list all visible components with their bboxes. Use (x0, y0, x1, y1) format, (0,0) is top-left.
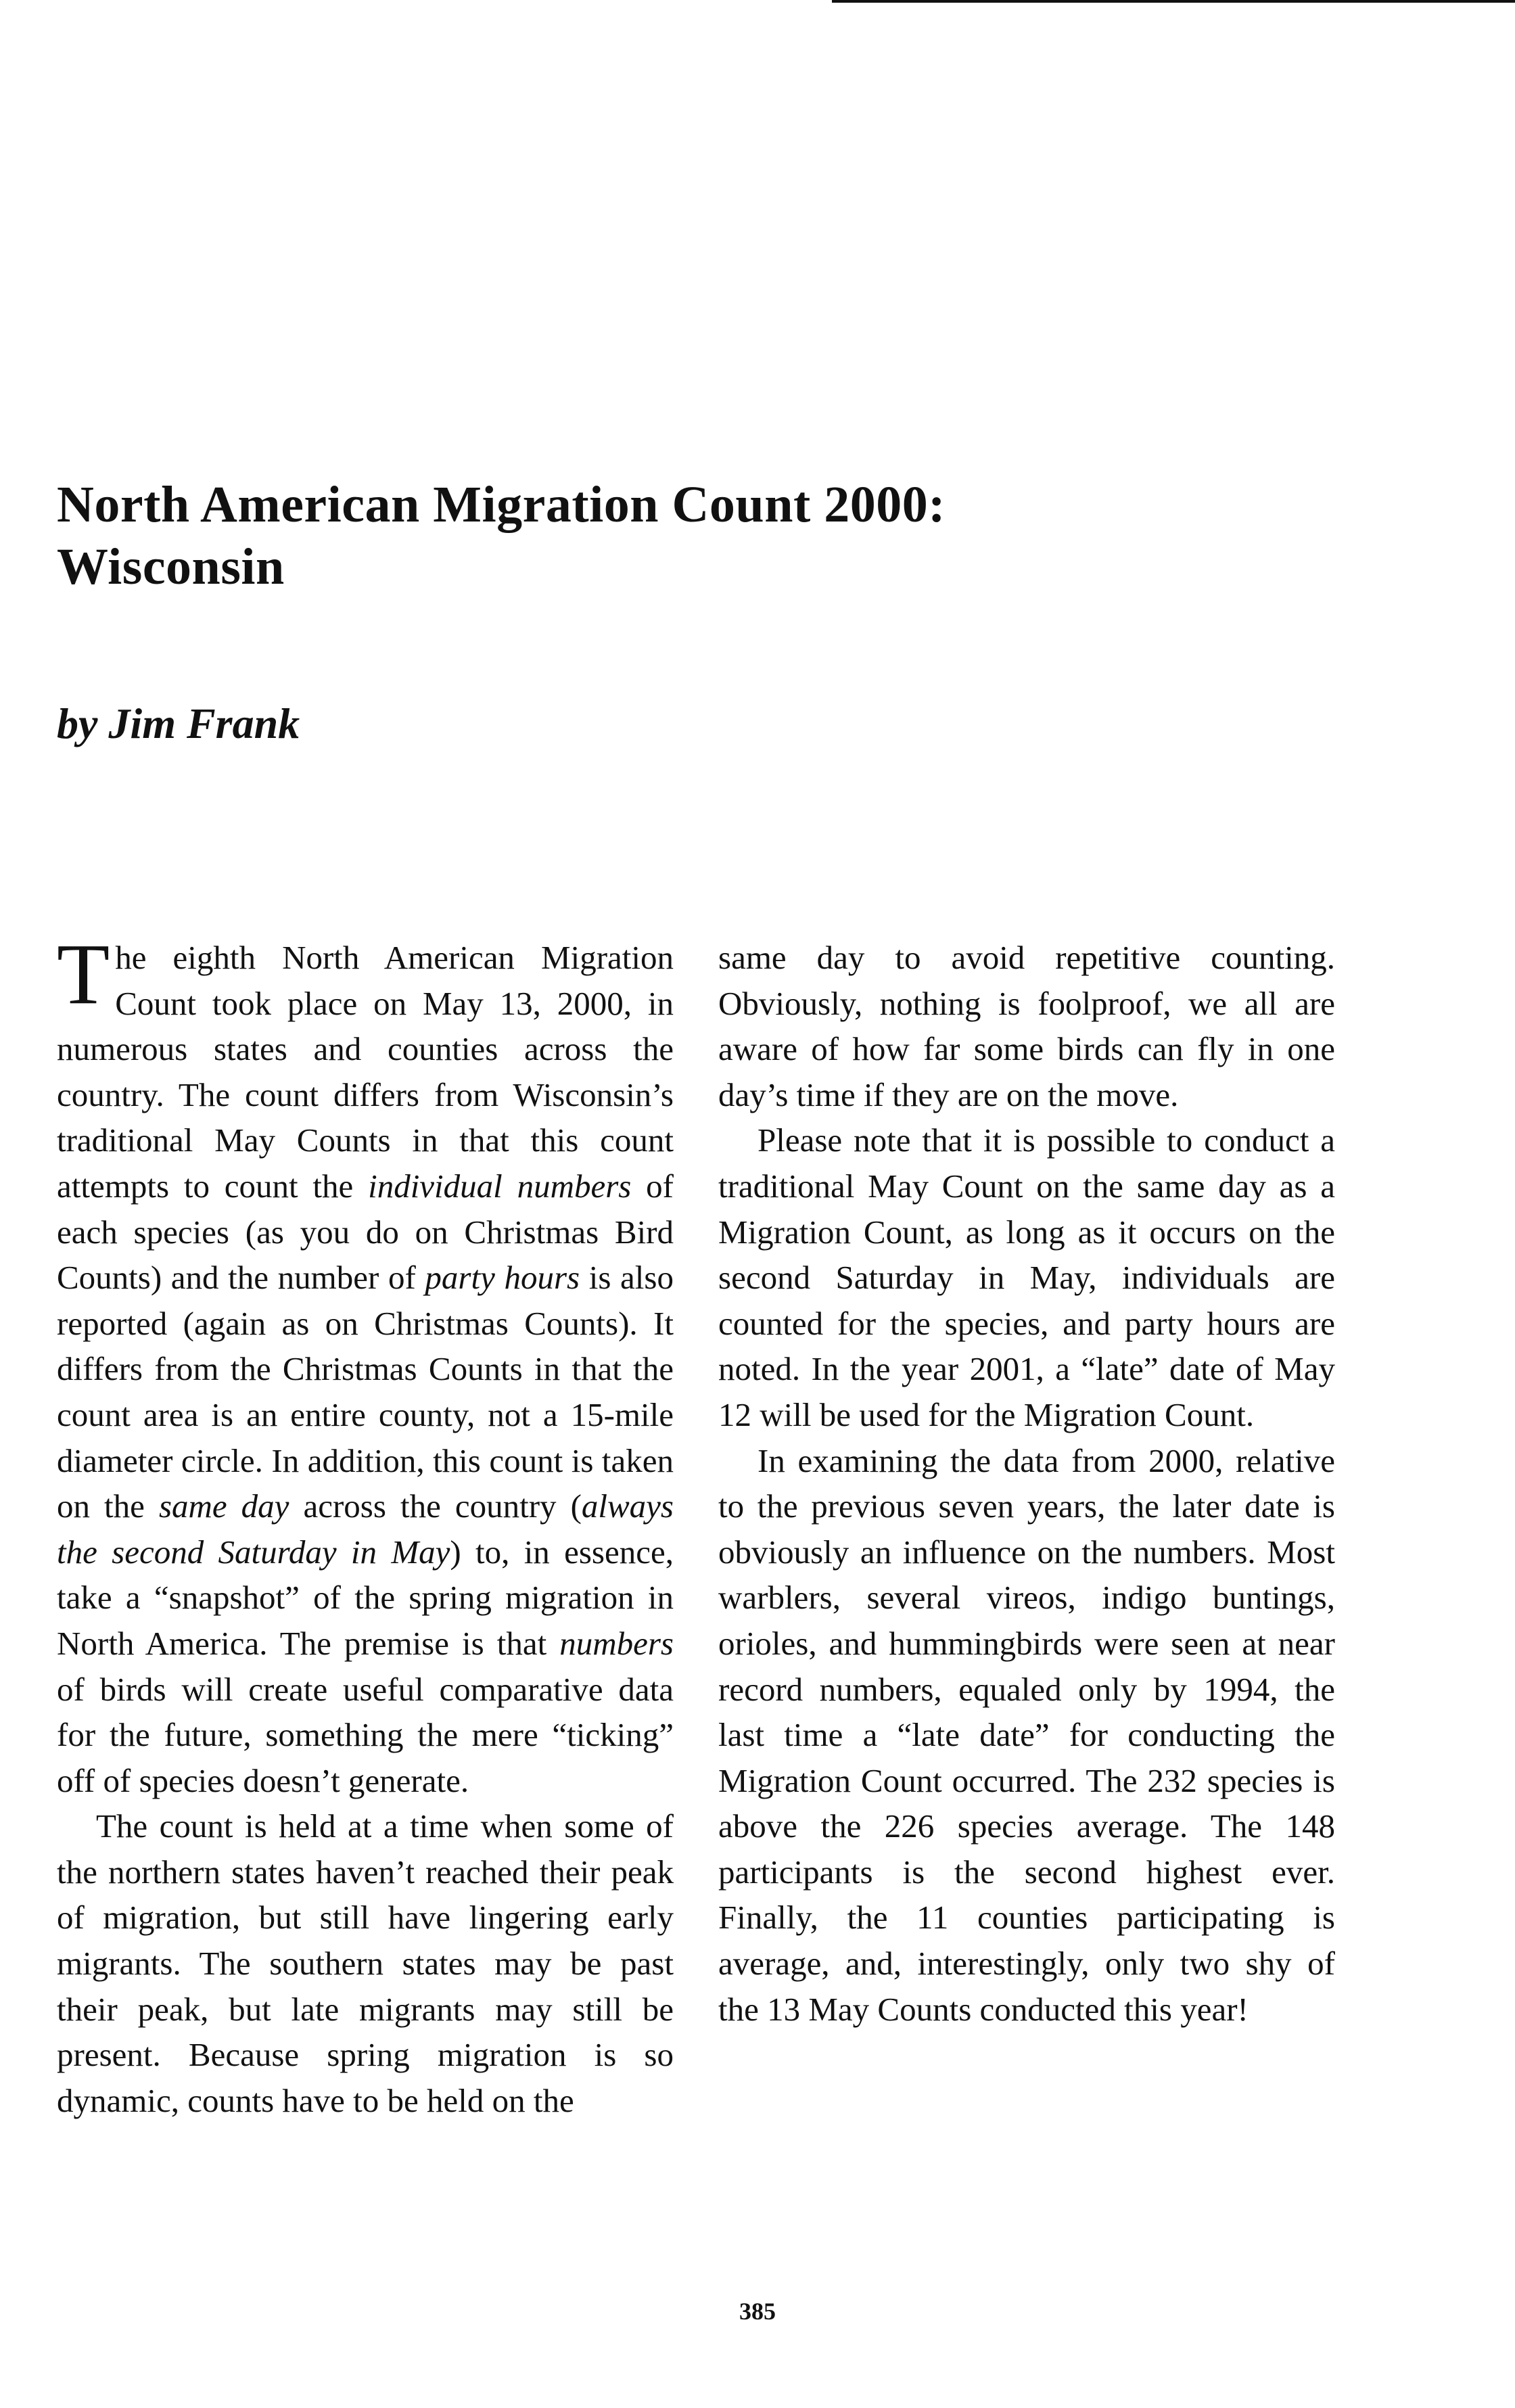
paragraph-1-text-f: of birds will create useful comparative data for the future, something the mere “ticking” off of species doesn’t generate. (57, 1670, 674, 1799)
article-title-line-1: North American Migration Count 2000: (57, 476, 946, 533)
article-title (57, 473, 1342, 598)
emphasis-party-hours: party hours (425, 1259, 580, 1297)
paragraph-4: In examining the data from 2000, relative to the previous seven years, the later date is obviously an influence on the numbers. Most warblers, several vireos, indigo buntings, orioles, and hummingbirds were seen at near record numbers, equaled only by 1994, the last time a “late date” for conducting the Migration Count occurred. The 232 species is above the 226 species average. The 148 participants is the second highest ever. Finally, the 11 counties participating is average, and, interestingly, only two shy of the 13 May Counts conducted this year! (718, 1441, 1335, 2028)
article-title-line-2: Wisconsin (57, 538, 285, 595)
paragraph-2-continued: same day to avoid repetitive counting. Obviously, nothing is foolproof, we all are aware of how far some birds can fly in one day’s time if they are on the move. (718, 939, 1335, 1113)
paragraph-1-text-c: is also reported (again as on Christmas Counts). It differs from the Christmas Counts in that the count area is an entire county, not a 15-mile diameter circle. In addition, this count is taken on the (57, 1259, 674, 1525)
drop-cap: T (57, 926, 110, 1022)
paragraph-3: Please note that it is possible to conduct a traditional May Count on the same day as a Migration Count, as long as it occurs on the second Saturday in May, individuals are counted for the species, and party hours are noted. In the year 2001, a “late” date of May 12 will be used for the Migration Count. (718, 1121, 1335, 1433)
top-rule (832, 0, 1515, 3)
left-column (57, 926, 674, 2123)
paragraph-1-text-e: ) to, in essence, take a “snapshot” of the spring migration in North America. The premise is that (57, 1533, 674, 1662)
right-column (718, 935, 1335, 2032)
emphasis-second-saturday: always the second Saturday in May (57, 1487, 674, 1571)
emphasis-individual-numbers: individual numbers (368, 1167, 632, 1205)
paragraph-1 (57, 926, 674, 1803)
paragraph-2: The count is held at a time when some of the northern states haven’t reached their peak of migration, but still have lingering early migrants. The southern states may be past their peak, but late migrants may still be present. Because spring migration is so dynamic, counts have to be held on the (57, 1807, 674, 2119)
emphasis-numbers: numbers (559, 1624, 674, 1662)
paragraph-1-text-b: of each species (as you do on Christmas Bird Counts) and the number of (57, 1167, 674, 1297)
paragraph-1-text-a: he eighth North American Migration Count took place on May 13, 2000, in numerous states and counties across the country. The count differs from Wisconsin’s traditional May Counts in that this count attempts to count the (57, 939, 674, 1205)
paragraph-1-text-d: across the country ( (289, 1487, 582, 1525)
emphasis-same-day: same day (158, 1487, 289, 1525)
page-number: 385 (739, 2298, 776, 2325)
byline: by Jim Frank (57, 699, 300, 747)
